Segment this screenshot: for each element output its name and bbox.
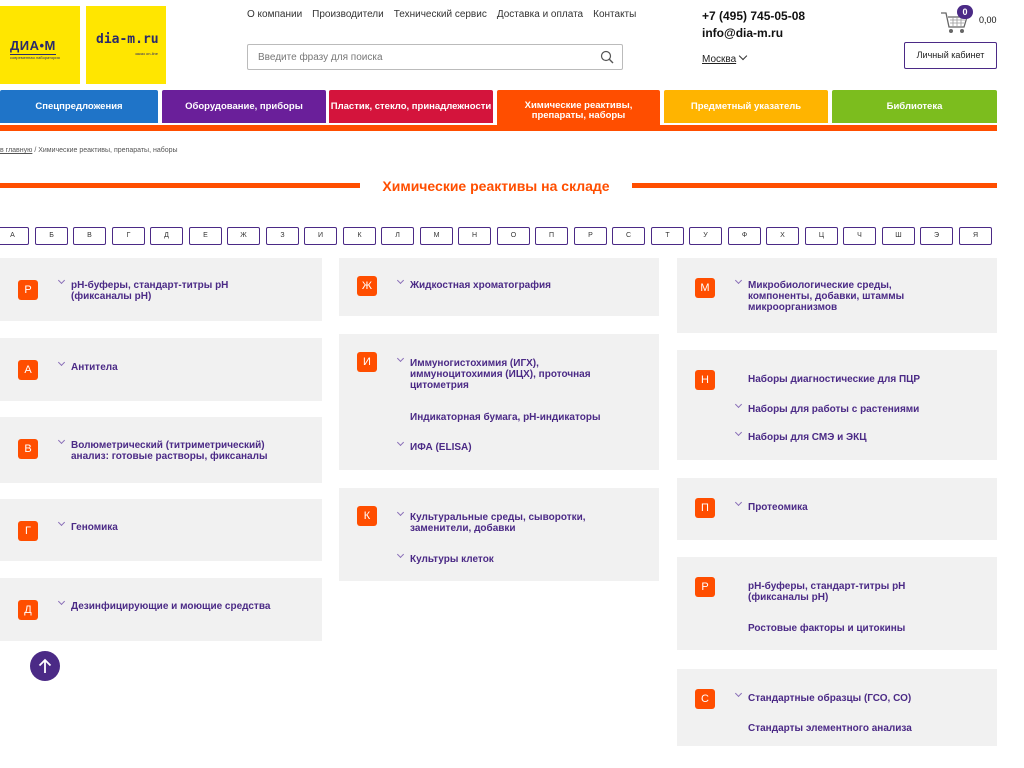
category-link[interactable]: Стандарты элементного анализа (748, 723, 912, 734)
nav-link-contacts[interactable]: Контакты (593, 9, 637, 20)
alphabet-letter-button[interactable]: С (612, 227, 645, 245)
city-label: Москва (702, 54, 737, 65)
letter-group-card (0, 499, 322, 561)
letter-group-card (0, 258, 322, 321)
alphabet-letter-button[interactable]: Б (35, 227, 68, 245)
category-link[interactable]: ИФА (ELISA) (410, 442, 472, 453)
letter-badge: Н (695, 370, 715, 390)
alphabet-letter-button[interactable]: Ш (882, 227, 915, 245)
alphabet-letter-button[interactable]: Т (651, 227, 684, 245)
letter-badge: А (18, 360, 38, 380)
category-link[interactable]: pH-буферы, стандарт-титры pH (фиксаналы pH) (748, 581, 906, 603)
chevron-down-icon[interactable] (735, 499, 742, 506)
letter-badge: Р (18, 280, 38, 300)
category-label: Предметный указатель (690, 100, 802, 112)
category-label: Химические реактивы, препараты, наборы (524, 99, 633, 121)
letter-group-card (339, 334, 659, 470)
account-button[interactable]: Личный кабинет (904, 42, 997, 69)
category-link[interactable]: Культуральные среды, сыворотки, заменители, добавки (410, 512, 586, 534)
email-address[interactable]: info@dia-m.ru (702, 26, 784, 40)
category-tab-library[interactable] (832, 90, 997, 123)
category-link[interactable]: Протеомика (748, 502, 808, 513)
category-tab-equipment[interactable] (162, 90, 326, 123)
nav-link-tech-service[interactable]: Технический сервис (393, 9, 487, 20)
alphabet-letter-button[interactable]: Ф (728, 227, 761, 245)
category-link[interactable]: Жидкостная хроматография (410, 280, 551, 291)
category-tab-special-offers[interactable] (0, 90, 158, 123)
letter-badge: К (357, 506, 377, 526)
letter-badge: Г (18, 521, 38, 541)
letter-badge: П (695, 498, 715, 518)
category-link[interactable]: pH-буферы, стандарт-титры pH (фиксаналы pH) (71, 280, 229, 302)
breadcrumb (0, 147, 178, 154)
alphabet-letter-button[interactable]: Е (189, 227, 222, 245)
letter-badge: Р (695, 577, 715, 597)
alphabet-letter-button[interactable]: З (266, 227, 299, 245)
category-tab-subject-index[interactable] (664, 90, 828, 123)
alphabet-letter-button[interactable]: И (304, 227, 337, 245)
alphabet-letter-button[interactable]: Л (381, 227, 414, 245)
chevron-down-icon[interactable] (58, 519, 65, 526)
category-link[interactable]: Антитела (71, 362, 118, 373)
alphabet-letter-button[interactable]: У (689, 227, 722, 245)
letter-group-card (677, 478, 997, 540)
alphabet-letter-button[interactable]: О (497, 227, 530, 245)
city-selector[interactable] (702, 54, 746, 65)
alphabet-letter-button[interactable]: Ц (805, 227, 838, 245)
category-link[interactable]: Наборы для СМЭ и ЭКЦ (748, 432, 867, 443)
section-divider-right (632, 183, 997, 188)
breadcrumb-separator: / (32, 147, 39, 154)
chevron-down-icon[interactable] (397, 509, 404, 516)
nav-link-about[interactable]: О компании (247, 9, 303, 20)
letter-badge: Д (18, 600, 38, 620)
search-input[interactable] (248, 45, 588, 69)
category-label: Спецпредложения (35, 100, 123, 112)
page-title: Химические реактивы на складе (382, 178, 610, 194)
letter-group-card (0, 338, 322, 401)
diamru-logo[interactable] (86, 6, 166, 84)
category-link[interactable]: Микробиологические среды, компоненты, добавки, штаммы микроорганизмов (748, 280, 905, 313)
alphabet-filter (0, 227, 997, 245)
diamru-logo-subtitle: заказ on-line (134, 51, 158, 56)
alphabet-letter-button[interactable]: Д (150, 227, 183, 245)
alphabet-letter-button[interactable]: П (535, 227, 568, 245)
nav-link-manufacturers[interactable]: Производители (312, 9, 384, 20)
section-divider-left (0, 183, 360, 188)
diam-logo[interactable] (0, 6, 80, 84)
alphabet-letter-button[interactable]: Х (766, 227, 799, 245)
letter-group-card (339, 488, 659, 581)
alphabet-letter-button[interactable]: К (343, 227, 376, 245)
letter-badge: В (18, 439, 38, 459)
letter-group-card (0, 417, 322, 483)
chevron-down-icon[interactable] (735, 429, 742, 436)
category-link[interactable]: Геномика (71, 522, 118, 533)
search-box (247, 44, 623, 70)
cart-count-badge: 0 (957, 5, 973, 19)
chevron-down-icon[interactable] (735, 277, 742, 284)
phone-number[interactable]: +7 (495) 745-05-08 (702, 9, 806, 23)
letter-badge: М (695, 278, 715, 298)
letter-badge: С (695, 689, 715, 709)
letter-group-card (677, 350, 997, 460)
category-link[interactable]: Стандартные образцы (ГСО, СО) (748, 693, 912, 704)
alphabet-letter-button[interactable]: А (0, 227, 29, 245)
arrow-up-icon (38, 658, 52, 674)
letter-badge: Ж (357, 276, 377, 296)
diamru-logo-text: dia-m.ru (96, 32, 159, 47)
search-icon[interactable] (600, 50, 614, 64)
category-label: Библиотека (886, 100, 943, 112)
chevron-down-icon[interactable] (397, 277, 404, 284)
category-link[interactable]: Наборы для работы с растениями (748, 404, 920, 415)
chevron-down-icon[interactable] (735, 401, 742, 408)
diam-logo-subtitle: современная лаборатория (10, 55, 60, 60)
letter-badge: И (357, 352, 377, 372)
chevron-down-icon[interactable] (397, 439, 404, 446)
category-link[interactable]: Волюметрический (титриметрический) анализ: готовые растворы, фиксаналы (71, 440, 268, 462)
chevron-down-icon[interactable] (397, 551, 404, 558)
category-link[interactable]: Наборы диагностические для ПЦР (748, 374, 921, 385)
alphabet-letter-button[interactable]: Р (574, 227, 607, 245)
alphabet-letter-button[interactable]: Э (920, 227, 953, 245)
category-label: Пластик, стекло, принадлежности (330, 100, 492, 112)
letter-group-card (677, 258, 997, 333)
scroll-to-top-button[interactable] (30, 651, 60, 681)
chevron-down-icon[interactable] (58, 598, 65, 605)
chevron-down-icon (739, 52, 747, 60)
letter-group-card (0, 578, 322, 641)
category-link[interactable]: Иммуногистохимия (ИГХ), иммуноцитохимия (ИЦХ), проточная цитометрия (410, 358, 591, 391)
top-navigation (247, 9, 636, 20)
category-tab-plastic-glass[interactable] (329, 90, 493, 123)
category-label: Оборудование, приборы (185, 100, 303, 112)
category-underline (0, 125, 997, 131)
chevron-down-icon[interactable] (58, 437, 65, 444)
cart-total: 0,00 (979, 15, 997, 25)
category-link[interactable]: Индикаторная бумага, pH-индикаторы (410, 412, 601, 423)
alphabet-letter-button[interactable]: Н (458, 227, 491, 245)
chevron-down-icon[interactable] (397, 355, 404, 362)
alphabet-letter-button[interactable]: Ч (843, 227, 876, 245)
chevron-down-icon[interactable] (58, 277, 65, 284)
alphabet-letter-button[interactable]: В (73, 227, 106, 245)
letter-group-card (677, 669, 997, 746)
breadcrumb-home-link[interactable]: в главную (0, 147, 33, 154)
alphabet-letter-button[interactable]: Я (959, 227, 992, 245)
letter-group-card (339, 258, 659, 316)
chevron-down-icon[interactable] (735, 690, 742, 697)
alphabet-letter-button[interactable]: М (420, 227, 453, 245)
alphabet-letter-button[interactable]: Ж (227, 227, 260, 245)
category-link[interactable]: Культуры клеток (410, 554, 494, 565)
nav-link-delivery[interactable]: Доставка и оплата (496, 9, 584, 20)
section-header (0, 178, 997, 194)
category-bar (0, 90, 997, 123)
letter-group-card (677, 557, 997, 650)
alphabet-letter-button[interactable]: Г (112, 227, 145, 245)
diam-logo-text: ДИА•М (10, 38, 56, 53)
category-link[interactable]: Дезинфицирующие и моющие средства (71, 601, 271, 612)
breadcrumb-current: Химические реактивы, препараты, наборы (38, 147, 178, 154)
category-link[interactable]: Ростовые факторы и цитокины (748, 623, 906, 634)
chevron-down-icon[interactable] (58, 359, 65, 366)
